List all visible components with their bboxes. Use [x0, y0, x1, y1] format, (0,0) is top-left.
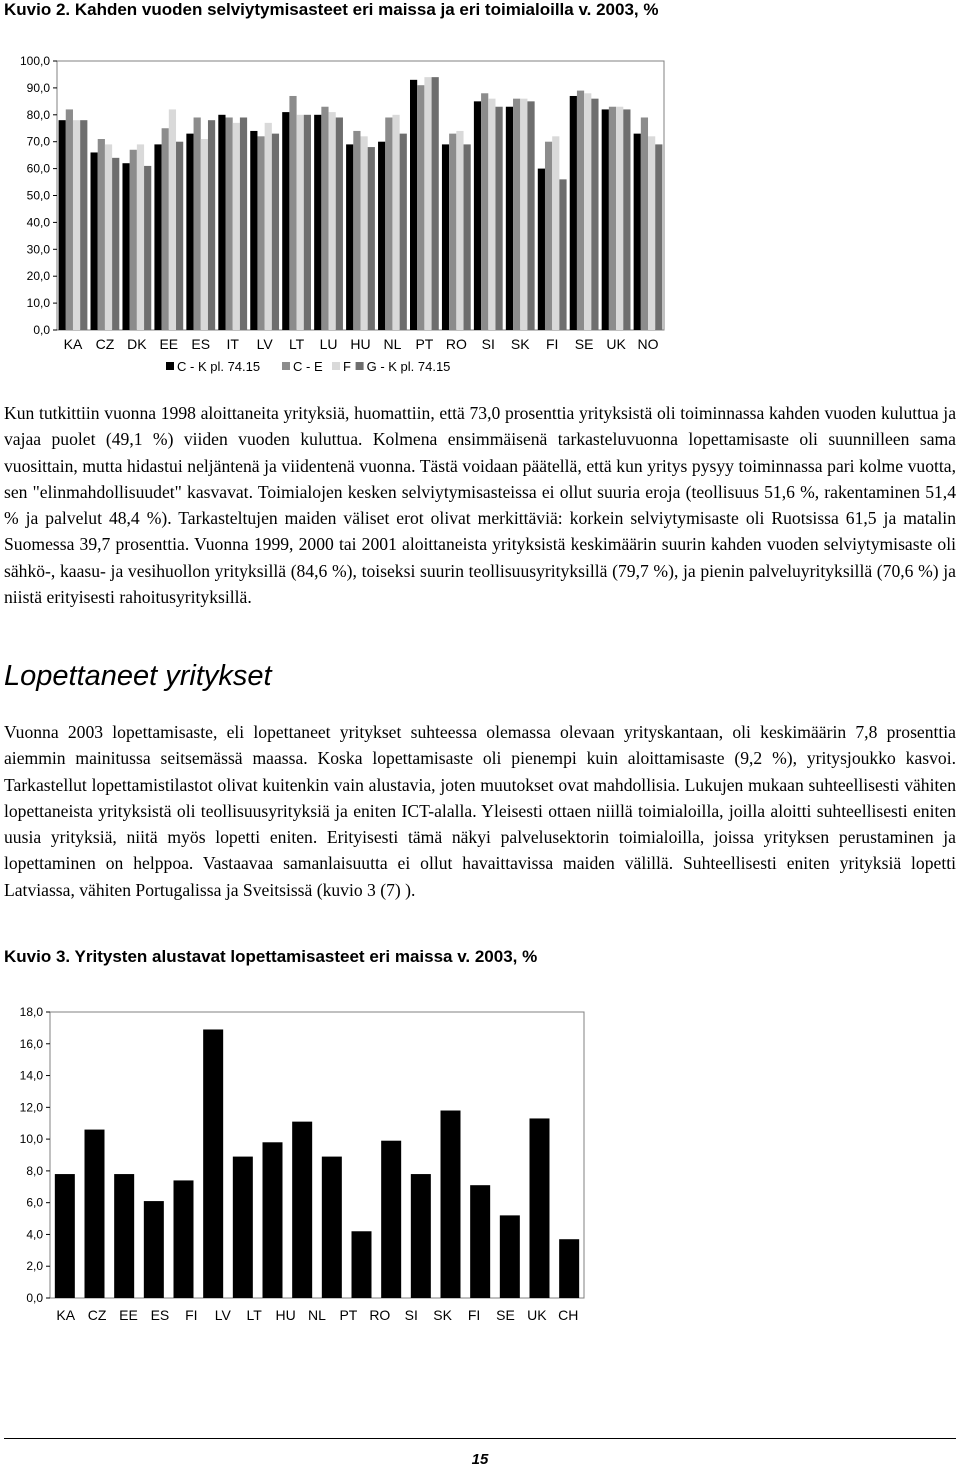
y-tick-label: 30,0 — [26, 242, 50, 257]
x-tick-label: CZ — [95, 336, 115, 352]
x-tick-label: LT — [288, 336, 305, 352]
bar — [282, 112, 289, 330]
bar — [73, 120, 80, 330]
closure-rate-chart-svg — [0, 993, 600, 1338]
bar — [80, 120, 87, 330]
bar — [55, 1174, 75, 1298]
bar — [591, 99, 598, 330]
bar — [602, 109, 609, 330]
bar — [417, 85, 424, 330]
x-tick-label: EE — [119, 1307, 138, 1323]
y-tick-label: 14,0 — [19, 1068, 43, 1083]
x-tick-label: LV — [214, 1307, 231, 1323]
bar — [201, 139, 208, 330]
bar — [616, 107, 623, 330]
bar — [442, 144, 449, 330]
bar — [218, 115, 225, 330]
bar — [481, 93, 488, 330]
bar — [559, 179, 566, 330]
legend-label: C - E — [293, 359, 323, 374]
bar — [226, 117, 233, 330]
x-tick-label: RO — [369, 1307, 391, 1323]
bar — [424, 77, 431, 330]
bar — [400, 134, 407, 330]
bar — [464, 144, 471, 330]
x-tick-label: SE — [574, 336, 594, 352]
figure-3-caption: Kuvio 3. Yritysten alustavat lopettamisasteet eri maissa v. 2003, % — [4, 947, 538, 966]
bar — [378, 142, 385, 330]
bar — [186, 134, 193, 330]
bar — [584, 93, 591, 330]
bar — [289, 96, 296, 330]
y-tick-label: 10,0 — [26, 296, 50, 311]
x-tick-label: LV — [256, 336, 273, 352]
y-tick-label: 50,0 — [26, 188, 50, 203]
bar — [506, 107, 513, 330]
x-tick-label: SK — [510, 336, 530, 352]
x-tick-label: RO — [445, 336, 467, 352]
bar — [169, 109, 176, 330]
bar — [623, 109, 630, 330]
survival-rate-chart-svg — [0, 38, 680, 383]
bar — [263, 1142, 283, 1298]
bar — [272, 134, 279, 330]
y-tick-label: 10,0 — [19, 1132, 43, 1147]
bar — [449, 134, 456, 330]
y-tick-label: 0,0 — [33, 323, 50, 337]
bar — [474, 101, 481, 330]
y-tick-label: 20,0 — [26, 269, 50, 284]
bar — [530, 1118, 550, 1298]
bar — [91, 152, 98, 330]
bar — [194, 117, 201, 330]
bar — [361, 136, 368, 330]
x-tick-label: DK — [127, 336, 147, 352]
x-tick-label: HU — [275, 1307, 296, 1323]
x-tick-label: NO — [637, 336, 659, 352]
legend-swatch — [332, 362, 340, 370]
legend-label: F — [343, 359, 351, 374]
y-tick-label: 70,0 — [26, 134, 50, 149]
x-tick-label: CZ — [87, 1307, 107, 1323]
y-tick-label: 2,0 — [26, 1259, 43, 1274]
bar — [352, 1231, 372, 1298]
bar — [144, 1201, 164, 1298]
x-tick-label: CH — [558, 1307, 579, 1323]
bar — [105, 144, 112, 330]
x-tick-label: NL — [383, 336, 402, 352]
bar — [162, 128, 169, 330]
bar — [250, 131, 257, 330]
bar — [59, 120, 66, 330]
y-tick-label: 4,0 — [26, 1227, 43, 1242]
x-tick-label: IT — [226, 336, 239, 352]
y-tick-label: 16,0 — [19, 1036, 43, 1051]
x-tick-label: SI — [481, 336, 495, 352]
y-tick-label: 6,0 — [26, 1195, 43, 1210]
x-tick-label: FI — [185, 1307, 198, 1323]
x-tick-label: LT — [246, 1307, 262, 1323]
bar — [432, 77, 439, 330]
x-tick-label: UK — [527, 1307, 547, 1323]
x-tick-label: SI — [404, 1307, 418, 1323]
bar — [456, 131, 463, 330]
bar — [527, 101, 534, 330]
x-tick-label: SE — [496, 1307, 515, 1323]
bar — [634, 134, 641, 330]
bar — [411, 1174, 431, 1298]
bar — [353, 131, 360, 330]
y-tick-label: 60,0 — [26, 161, 50, 176]
bar — [513, 99, 520, 330]
y-tick-label: 90,0 — [26, 80, 50, 95]
legend-swatch — [356, 362, 364, 370]
legend-label: C - K pl. 74.15 — [177, 359, 261, 374]
x-tick-label: HU — [350, 336, 371, 352]
bar — [154, 144, 161, 330]
closure-rate-chart — [0, 993, 600, 1338]
bar — [176, 142, 183, 330]
x-tick-label: KA — [56, 1307, 76, 1323]
x-tick-label: NL — [308, 1307, 326, 1323]
bar — [552, 136, 559, 330]
y-tick-label: 80,0 — [26, 107, 50, 122]
bar — [385, 117, 392, 330]
y-tick-label: 12,0 — [19, 1100, 43, 1115]
bar — [559, 1239, 579, 1298]
bar — [85, 1130, 105, 1298]
x-tick-label: PT — [339, 1307, 358, 1323]
bar — [488, 99, 495, 330]
legend-swatch — [282, 362, 290, 370]
bar — [538, 169, 545, 330]
bar — [381, 1141, 401, 1298]
bar — [98, 139, 105, 330]
bar — [641, 117, 648, 330]
y-tick-label: 100,0 — [19, 54, 50, 68]
bar — [240, 117, 247, 330]
bar — [122, 163, 129, 330]
y-tick-label: 40,0 — [26, 215, 50, 230]
bar — [368, 147, 375, 330]
bar — [257, 136, 264, 330]
bar — [655, 144, 662, 330]
x-tick-label: KA — [63, 336, 83, 352]
section-heading: Lopettaneet yritykset — [4, 660, 272, 692]
bar — [577, 91, 584, 330]
bar — [520, 99, 527, 330]
bar — [208, 120, 215, 330]
survival-rate-chart — [0, 38, 680, 383]
bar — [410, 80, 417, 330]
bar — [570, 96, 577, 330]
bar — [203, 1029, 223, 1298]
x-tick-label: UK — [606, 336, 626, 352]
bar — [292, 1122, 312, 1298]
bar — [114, 1174, 134, 1298]
bar — [470, 1185, 490, 1298]
bar — [174, 1180, 194, 1298]
bar — [233, 1157, 253, 1298]
x-tick-label: FI — [545, 336, 559, 352]
bar — [500, 1215, 520, 1298]
page-number: 15 — [471, 1451, 489, 1468]
bar — [144, 166, 151, 330]
bar — [66, 109, 73, 330]
bar — [322, 1157, 342, 1298]
bar — [137, 144, 144, 330]
bar — [233, 123, 240, 330]
bar — [112, 158, 119, 330]
x-tick-label: EE — [159, 336, 179, 352]
bar — [297, 115, 304, 330]
y-tick-label: 8,0 — [26, 1163, 43, 1178]
y-tick-label: 18,0 — [19, 1005, 43, 1019]
bar — [314, 115, 321, 330]
x-tick-label: PT — [415, 336, 434, 352]
bar — [441, 1111, 461, 1298]
x-tick-label: SK — [433, 1307, 452, 1323]
x-tick-label: FI — [467, 1307, 481, 1323]
bar — [495, 107, 502, 330]
closures-paragraph: Vuonna 2003 lopettamisaste, eli lopettaneet yritykset suhteessa olemassa olevaan yrityskantaan, oli keskimäärin 7,8 prosenttia aiemmin mainitussa seitsemässä maassa. Koska lopettamisaste oli pienempi kuin aloittamisaste (9,2 %), yritysjoukko kasvoi. Tarkastellut lopettamistilastot olivat kuitenkin vain alustavia, joten muutokset ovat mahdollisia. Lukujen mukaan suhteellisesti vähiten lopettaneista yrityksistä oli teollisuusyrityksiä ja eniten ICT-alalla. Yleisesti ottaen niillä toimialoilla, joilla aloitti suhteellisesti eniten uusia yrityksiä, niitä myös lopetti eniten. Erityisesti tämä näkyi palvelusektorin toimialoilla, joissa yrityksen perustaminen ja lopettaminen on helppoa. Vastaavaa samanlaisuutta ei ollut havaittavissa maiden välillä. Suhteellisesti eniten yrityksiä lopetti Latviassa, vähiten Portugalissa ja Sveitsissä (kuvio 3 (7) ). — [4, 722, 956, 900]
bar — [329, 112, 336, 330]
x-tick-label: ES — [191, 336, 211, 352]
bar — [304, 115, 311, 330]
x-tick-label: ES — [150, 1307, 170, 1323]
figure-2-caption: Kuvio 2. Kahden vuoden selviytymisasteet eri maissa ja eri toimialoilla v. 2003, % — [4, 0, 659, 19]
bar — [321, 107, 328, 330]
bar — [130, 150, 137, 330]
bar — [545, 142, 552, 330]
x-tick-label: LU — [319, 336, 338, 352]
bar — [346, 144, 353, 330]
bar — [336, 117, 343, 330]
legend-swatch — [166, 362, 174, 370]
bar — [648, 136, 655, 330]
footer-rule — [4, 1438, 956, 1439]
y-tick-label: 0,0 — [26, 1291, 43, 1305]
bar — [265, 123, 272, 330]
survival-paragraph: Kun tutkittiin vuonna 1998 aloittaneita yrityksiä, huomattiin, että 73,0 prosenttia yrityksistä oli toiminnassa kahden vuoden kuluttua ja vajaa puolet (49,1 %) viiden vuoden kuluttua. Kolmena ensimmäisenä tarkasteluvuonna lopettamisaste oli suunnilleen sama vuosittain, mutta hidastui neljäntenä ja viidentenä vuonna. Tästä voidaan päätellä, että kun yritys pysyy toiminnassa pari kolme vuotta, sen "elinmahdollisuudet" kasvavat. Toimialojen kesken selviytymisasteissa ei ollut suuria eroja (teollisuus 51,6 %, rakentaminen 51,4 % ja palvelut 48,4 %). Tarkasteltujen maiden väliset erot olivat merkittäviä: korkein selviytymisaste oli Ruotsissa 61,5 ja matalin Suomessa 39,7 prosenttia. Vuonna 1999, 2000 tai 2001 aloittaneista yrityksistä keskimäärin suurin kahden vuoden selviytymisaste oli sähkö-, kaasu- ja vesihuollon yrityksillä (84,6 %), toiseksi suurin teollisuusyrityksillä (79,7 %), ja pienin palveluyrityksillä (70,6 %) ja niistä erityisesti rahoitusyrityksillä. — [4, 403, 956, 608]
bar — [609, 107, 616, 330]
legend-label: G - K pl. 74.15 — [366, 359, 451, 374]
bar — [392, 115, 399, 330]
